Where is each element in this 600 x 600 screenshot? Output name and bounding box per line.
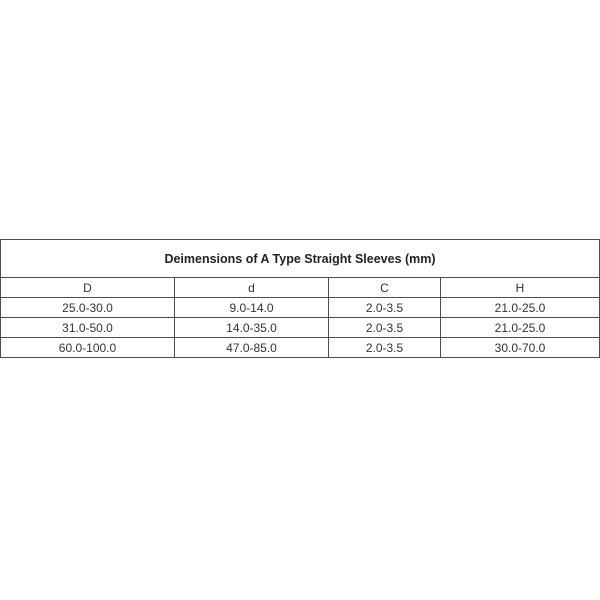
column-header-d: d [175, 278, 329, 298]
table-cell: 25.0-30.0 [1, 298, 175, 318]
column-header-D: D [1, 278, 175, 298]
table-cell: 47.0-85.0 [175, 338, 329, 358]
table-title: Deimensions of A Type Straight Sleeves (mm) [1, 240, 600, 278]
table-cell: 9.0-14.0 [175, 298, 329, 318]
table-cell: 31.0-50.0 [1, 318, 175, 338]
table-cell: 21.0-25.0 [441, 318, 600, 338]
table-title-row [1, 240, 600, 278]
table-cell: 2.0-3.5 [329, 338, 441, 358]
column-header-C: C [329, 278, 441, 298]
table-header-row [1, 278, 600, 298]
table-cell: 21.0-25.0 [441, 298, 600, 318]
table-row [1, 318, 600, 338]
dimensions-table [0, 239, 600, 358]
table-row [1, 338, 600, 358]
table-cell: 14.0-35.0 [175, 318, 329, 338]
table-row [1, 298, 600, 318]
table-cell: 30.0-70.0 [441, 338, 600, 358]
column-header-H: H [441, 278, 600, 298]
table-cell: 60.0-100.0 [1, 338, 175, 358]
table-cell: 2.0-3.5 [329, 318, 441, 338]
table-cell: 2.0-3.5 [329, 298, 441, 318]
